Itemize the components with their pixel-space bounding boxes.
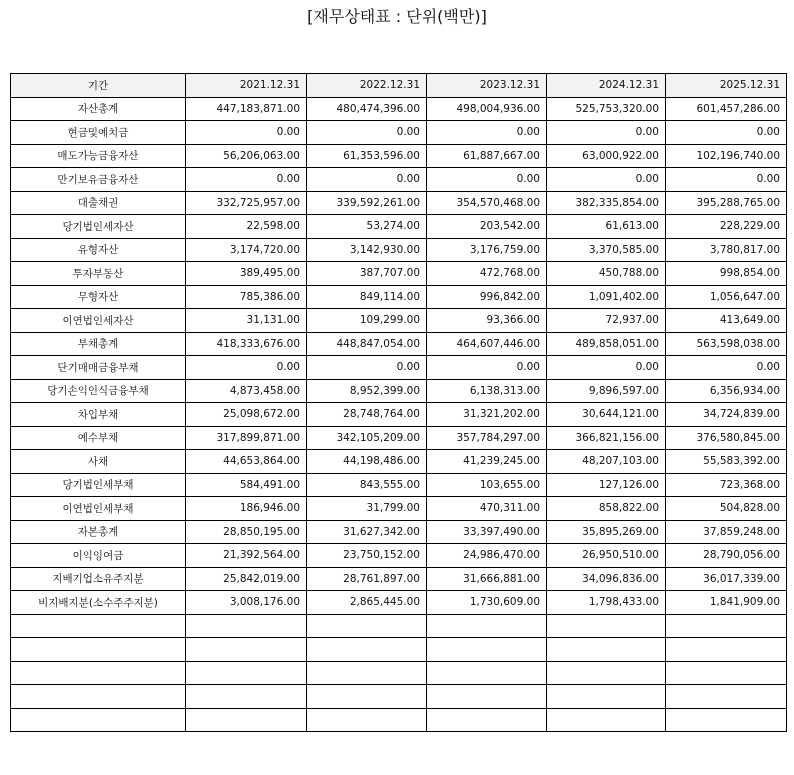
row-label: 유형자산 (11, 238, 186, 262)
row-value: 339,592,261.00 (307, 191, 427, 215)
row-value: 1,841,909.00 (666, 591, 787, 615)
row-value: 0.00 (547, 168, 666, 192)
row-value: 34,096,836.00 (547, 567, 666, 591)
row-value (427, 614, 547, 638)
row-value: 63,000,922.00 (547, 144, 666, 168)
row-value: 8,952,399.00 (307, 379, 427, 403)
row-value: 2,865,445.00 (307, 591, 427, 615)
table-row (11, 215, 787, 239)
row-value: 35,895,269.00 (547, 520, 666, 544)
row-value: 382,335,854.00 (547, 191, 666, 215)
row-value: 0.00 (307, 168, 427, 192)
row-value: 858,822.00 (547, 497, 666, 521)
header-period: 2023.12.31 (427, 74, 547, 98)
row-value (666, 661, 787, 685)
row-value: 584,491.00 (186, 473, 307, 497)
row-value: 31,799.00 (307, 497, 427, 521)
row-value: 525,753,320.00 (547, 97, 666, 121)
row-value (427, 661, 547, 685)
table-row (11, 191, 787, 215)
row-value: 3,780,817.00 (666, 238, 787, 262)
row-value: 61,613.00 (547, 215, 666, 239)
table-row (11, 379, 787, 403)
row-value (186, 661, 307, 685)
row-value: 447,183,871.00 (186, 97, 307, 121)
row-value: 366,821,156.00 (547, 426, 666, 450)
header-period: 2022.12.31 (307, 74, 427, 98)
row-value: 464,607,446.00 (427, 332, 547, 356)
row-value (547, 638, 666, 662)
row-value: 26,950,510.00 (547, 544, 666, 568)
table-row (11, 168, 787, 192)
table-row (11, 97, 787, 121)
row-value: 0.00 (427, 168, 547, 192)
row-value: 342,105,209.00 (307, 426, 427, 450)
row-value: 37,859,248.00 (666, 520, 787, 544)
row-label: 사채 (11, 450, 186, 474)
row-label: 자본총계 (11, 520, 186, 544)
row-value: 102,196,740.00 (666, 144, 787, 168)
row-value: 413,649.00 (666, 309, 787, 333)
row-value: 450,788.00 (547, 262, 666, 286)
row-value: 998,854.00 (666, 262, 787, 286)
row-label: 이연법인세자산 (11, 309, 186, 333)
row-label: 당기법인세부채 (11, 473, 186, 497)
table-row (11, 426, 787, 450)
row-value: 0.00 (666, 356, 787, 380)
row-value: 55,583,392.00 (666, 450, 787, 474)
row-value (547, 708, 666, 732)
table-row (11, 685, 787, 709)
row-value: 28,761,897.00 (307, 567, 427, 591)
row-value: 31,131.00 (186, 309, 307, 333)
row-value (307, 661, 427, 685)
row-value: 21,392,564.00 (186, 544, 307, 568)
row-value: 387,707.00 (307, 262, 427, 286)
row-value: 31,666,881.00 (427, 567, 547, 591)
table-row (11, 661, 787, 685)
row-value: 332,725,957.00 (186, 191, 307, 215)
header-row (11, 74, 787, 98)
row-label: 예수부채 (11, 426, 186, 450)
row-value: 186,946.00 (186, 497, 307, 521)
row-value: 0.00 (307, 356, 427, 380)
row-value: 103,655.00 (427, 473, 547, 497)
row-value: 0.00 (547, 356, 666, 380)
row-value: 601,457,286.00 (666, 97, 787, 121)
row-value: 56,206,063.00 (186, 144, 307, 168)
row-label: 만기보유금융자산 (11, 168, 186, 192)
row-value (186, 638, 307, 662)
row-value: 376,580,845.00 (666, 426, 787, 450)
row-value: 25,842,019.00 (186, 567, 307, 591)
row-value (666, 685, 787, 709)
row-value: 53,274.00 (307, 215, 427, 239)
header-period: 2024.12.31 (547, 74, 666, 98)
table-row (11, 285, 787, 309)
table-row (11, 520, 787, 544)
row-value: 389,495.00 (186, 262, 307, 286)
row-value: 127,126.00 (547, 473, 666, 497)
row-value: 0.00 (307, 121, 427, 145)
page-title: [재무상태표 : 단위(백만)] (307, 7, 487, 26)
row-value: 480,474,396.00 (307, 97, 427, 121)
row-value (307, 708, 427, 732)
row-label: 당기법인세자산 (11, 215, 186, 239)
table-row (11, 144, 787, 168)
row-value: 203,542.00 (427, 215, 547, 239)
row-value (186, 685, 307, 709)
row-label (11, 638, 186, 662)
row-value: 357,784,297.00 (427, 426, 547, 450)
row-value: 48,207,103.00 (547, 450, 666, 474)
row-value: 228,229.00 (666, 215, 787, 239)
row-value: 6,356,934.00 (666, 379, 787, 403)
row-value (427, 638, 547, 662)
row-value: 25,098,672.00 (186, 403, 307, 427)
financial-statement-table (10, 73, 787, 732)
table-row (11, 121, 787, 145)
row-value (307, 638, 427, 662)
row-value: 44,653,864.00 (186, 450, 307, 474)
row-value: 61,887,667.00 (427, 144, 547, 168)
row-value: 0.00 (547, 121, 666, 145)
table-row (11, 638, 787, 662)
row-value: 0.00 (186, 356, 307, 380)
row-label: 이익잉여금 (11, 544, 186, 568)
row-label (11, 661, 186, 685)
table-row (11, 591, 787, 615)
row-value (666, 614, 787, 638)
row-value: 785,386.00 (186, 285, 307, 309)
row-value: 28,748,764.00 (307, 403, 427, 427)
table-row (11, 473, 787, 497)
row-value: 448,847,054.00 (307, 332, 427, 356)
row-value: 395,288,765.00 (666, 191, 787, 215)
row-label: 부채총계 (11, 332, 186, 356)
row-label: 투자부동산 (11, 262, 186, 286)
row-value: 498,004,936.00 (427, 97, 547, 121)
row-value (427, 685, 547, 709)
row-value: 9,896,597.00 (547, 379, 666, 403)
row-value (186, 708, 307, 732)
table-row (11, 356, 787, 380)
table-row (11, 403, 787, 427)
row-value: 489,858,051.00 (547, 332, 666, 356)
row-value (547, 614, 666, 638)
row-value: 72,937.00 (547, 309, 666, 333)
row-value: 31,627,342.00 (307, 520, 427, 544)
row-value: 33,397,490.00 (427, 520, 547, 544)
row-value: 354,570,468.00 (427, 191, 547, 215)
row-value: 0.00 (666, 121, 787, 145)
row-value: 1,091,402.00 (547, 285, 666, 309)
table-row (11, 708, 787, 732)
table-body (11, 97, 787, 732)
row-label (11, 708, 186, 732)
row-value: 24,986,470.00 (427, 544, 547, 568)
row-label: 비지배지분(소수주주지분) (11, 591, 186, 615)
row-value: 0.00 (666, 168, 787, 192)
row-value: 36,017,339.00 (666, 567, 787, 591)
row-value: 0.00 (427, 121, 547, 145)
row-value: 0.00 (186, 168, 307, 192)
row-label: 차입부채 (11, 403, 186, 427)
header-period-label: 기간 (11, 74, 186, 98)
row-value: 28,790,056.00 (666, 544, 787, 568)
row-value: 317,899,871.00 (186, 426, 307, 450)
row-value: 34,724,839.00 (666, 403, 787, 427)
row-label (11, 685, 186, 709)
row-value: 28,850,195.00 (186, 520, 307, 544)
row-value (666, 708, 787, 732)
table-row (11, 544, 787, 568)
table-row (11, 238, 787, 262)
row-value: 0.00 (186, 121, 307, 145)
row-value: 1,056,647.00 (666, 285, 787, 309)
row-value: 504,828.00 (666, 497, 787, 521)
row-label (11, 614, 186, 638)
row-value (307, 614, 427, 638)
row-value: 1,798,433.00 (547, 591, 666, 615)
row-value: 723,368.00 (666, 473, 787, 497)
row-value: 6,138,313.00 (427, 379, 547, 403)
row-value: 3,176,759.00 (427, 238, 547, 262)
table-row (11, 309, 787, 333)
row-label: 매도가능금융자산 (11, 144, 186, 168)
table-row (11, 497, 787, 521)
header-period: 2021.12.31 (186, 74, 307, 98)
row-value (186, 614, 307, 638)
row-label: 단기매매금융부채 (11, 356, 186, 380)
row-value (427, 708, 547, 732)
row-label: 대출채권 (11, 191, 186, 215)
row-value: 93,366.00 (427, 309, 547, 333)
row-value: 563,598,038.00 (666, 332, 787, 356)
row-value: 3,142,930.00 (307, 238, 427, 262)
row-value: 22,598.00 (186, 215, 307, 239)
row-value (307, 685, 427, 709)
row-value: 0.00 (427, 356, 547, 380)
row-value: 3,008,176.00 (186, 591, 307, 615)
table-row (11, 450, 787, 474)
header-period: 2025.12.31 (666, 74, 787, 98)
row-value (547, 685, 666, 709)
table-row (11, 332, 787, 356)
row-label: 무형자산 (11, 285, 186, 309)
row-value: 31,321,202.00 (427, 403, 547, 427)
row-value: 4,873,458.00 (186, 379, 307, 403)
row-label: 지배기업소유주지분 (11, 567, 186, 591)
row-value: 418,333,676.00 (186, 332, 307, 356)
table-row (11, 614, 787, 638)
row-value: 843,555.00 (307, 473, 427, 497)
row-value: 44,198,486.00 (307, 450, 427, 474)
row-value: 472,768.00 (427, 262, 547, 286)
row-value: 109,299.00 (307, 309, 427, 333)
table-row (11, 262, 787, 286)
row-value: 61,353,596.00 (307, 144, 427, 168)
row-label: 자산총계 (11, 97, 186, 121)
table-header (11, 74, 787, 98)
row-value: 30,644,121.00 (547, 403, 666, 427)
row-value: 23,750,152.00 (307, 544, 427, 568)
row-value: 3,370,585.00 (547, 238, 666, 262)
row-value: 41,239,245.00 (427, 450, 547, 474)
row-value (666, 638, 787, 662)
row-value: 996,842.00 (427, 285, 547, 309)
row-label: 이연법인세부채 (11, 497, 186, 521)
row-value: 1,730,609.00 (427, 591, 547, 615)
row-value: 849,114.00 (307, 285, 427, 309)
row-label: 당기손익인식금융부채 (11, 379, 186, 403)
row-value: 3,174,720.00 (186, 238, 307, 262)
table-row (11, 567, 787, 591)
row-value: 470,311.00 (427, 497, 547, 521)
row-value (547, 661, 666, 685)
row-label: 현금및예치금 (11, 121, 186, 145)
